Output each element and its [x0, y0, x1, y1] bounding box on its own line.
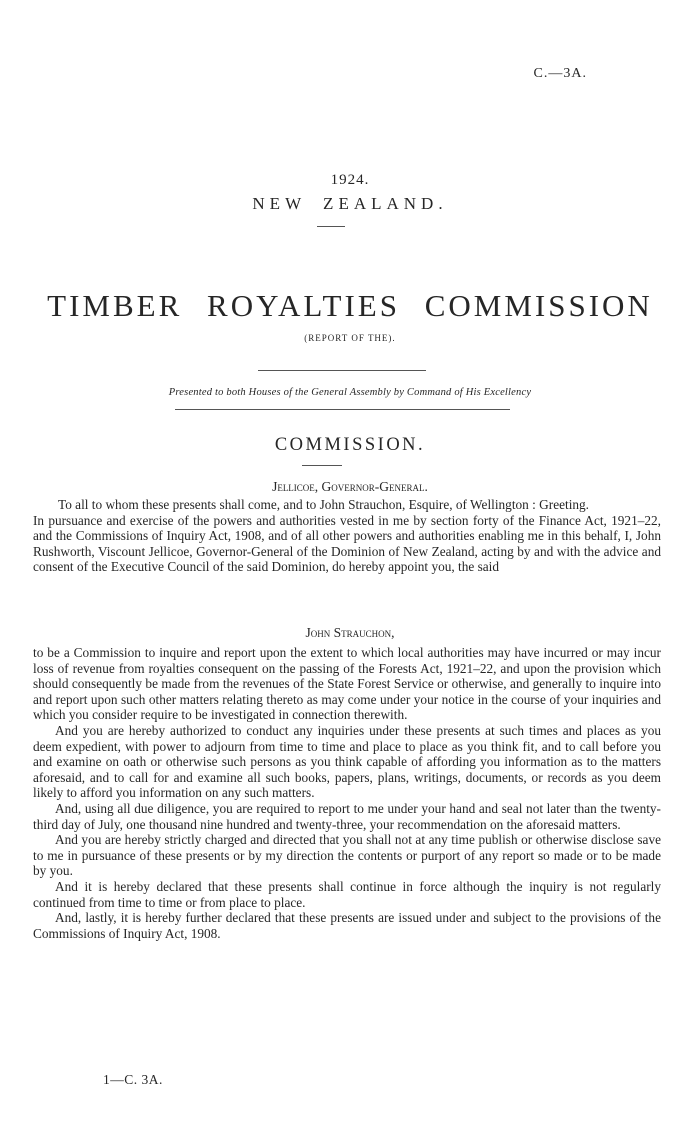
presented-note: Presented to both Houses of the General Assembly by Command of His Excellency [168, 387, 532, 398]
body-paragraph: And it is hereby declared that these presents shall continue in force although the inquiry is not regularly continued from time to time or from place to place. [33, 878, 661, 910]
divider-rule [175, 409, 510, 410]
divider-rule [258, 370, 426, 371]
governor-general-line [0, 479, 700, 495]
document-title: TIMBER ROYALTIES COMMISSION [47, 288, 653, 323]
body-paragraph: And you are hereby strictly charged and directed that you shall not at any time publish or otherwise disclose save to me in pursuance of these presents or by my direction the contents or purport of any report so made or to be made by you. [33, 832, 661, 879]
divider-rule [317, 226, 345, 227]
governor-name: Jellicoe, Governor-General. [272, 479, 428, 494]
document-subtitle: (REPORT OF THE). [304, 333, 396, 343]
commission-body [33, 645, 661, 941]
opening-paragraph: In pursuance and exercise of the powers and authorities vested in me by section forty of the Finance Act, 1921–22, and the Commissions of Inquiry Act, 1908, and of all other powers and authorities enabling me in this behalf, I, John Rushworth, Viscount Jellicoe, Governor-General of the Dominion of New Zealand, acting by and with the advice and consent of the Executive Council of the said Dominion, do hereby appoint you, the said [33, 512, 661, 575]
body-paragraph: to be a Commission to inquire and report upon the extent to which local authorities may have incurred or may incur loss of revenue from royalties consequent on the passing of the Forests Act, 1921–22, and upon the provision which should consequently be made from the revenues of the State Forest Service or otherwise, and generally to inquire into and report upon such other matters relating thereto as may come under your notice in the course of your inquiries and which you consider require to be investigated in connection therewith. [33, 645, 661, 723]
commission-heading: COMMISSION. [274, 435, 426, 455]
country-heading: NEW ZEALAND. [252, 194, 448, 213]
body-paragraph: And, lastly, it is hereby further declared that these presents are issued under and subject to the provisions of the Commissions of Inquiry Act, 1908. [33, 910, 661, 941]
commission-body-top [33, 497, 661, 575]
appointee-name: John Strauchon, [305, 625, 395, 640]
address-line: To all to whom these presents shall come, and to John Strauchon, Esquire, of Wellington : Greeting. [58, 497, 590, 512]
divider-rule [302, 465, 342, 466]
body-paragraph: And you are hereby authorized to conduct any inquiries under these presents at such times and places as you deem expedient, with power to adjourn from time to time and place to place as you think fit, and to call before you and examine on oath or otherwise such persons as you think capable of affording you information as to the matters aforesaid, and to call for and examine all such books, papers, plans, writings, documents, or records as you deem likely to afford you information on any such matters. [33, 722, 661, 801]
body-paragraph: And, using all due diligence, you are required to report to me under your hand and seal not later than the twenty-third day of July, one thousand nine hundred and twenty-three, your recommendation on the aforesaid matters. [33, 800, 661, 832]
document-reference: C.—3A. [533, 66, 587, 81]
page-signature: 1—C. 3A. [103, 1072, 163, 1087]
appointee-line [0, 625, 700, 641]
year: 1924. [330, 172, 370, 188]
